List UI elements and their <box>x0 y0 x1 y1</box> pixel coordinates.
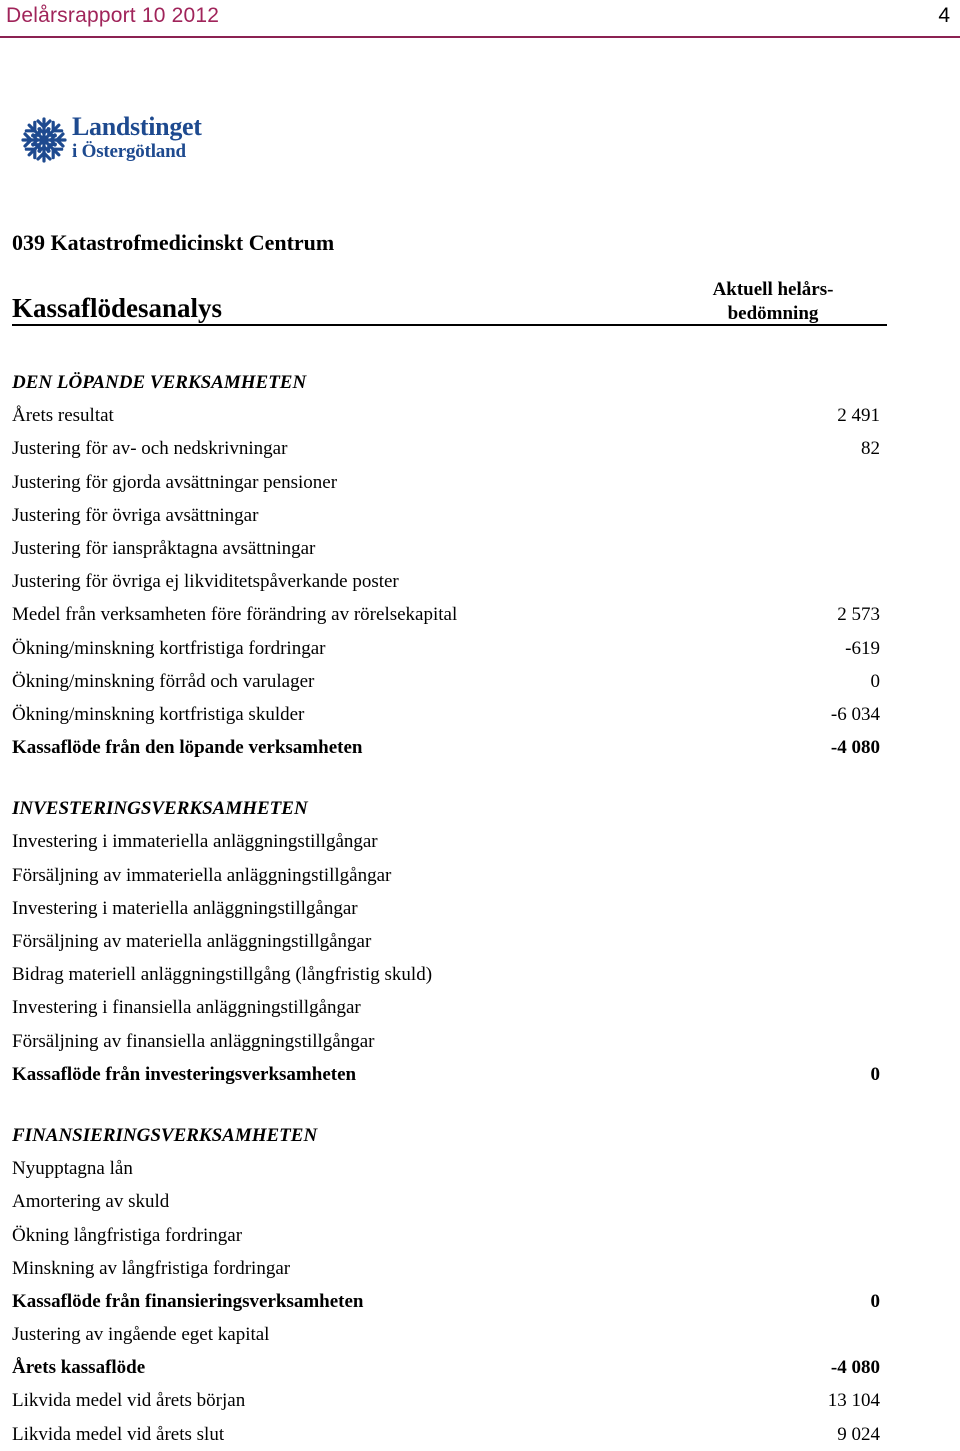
logo-line-2: i Östergötland <box>72 141 186 162</box>
table-row <box>12 632 880 665</box>
column-header-line-2: bedömning <box>727 303 819 324</box>
table-row <box>12 532 880 565</box>
row-label: Likvida medel vid årets början <box>12 1390 246 1412</box>
row-value: -4 080 <box>830 1357 880 1379</box>
logo-wordmark <box>72 114 202 161</box>
table-row <box>12 958 880 991</box>
table-row <box>12 598 880 631</box>
row-value: -6 034 <box>830 703 880 725</box>
row-label: Justering för ianspråktagna avsättningar <box>12 537 316 559</box>
row-label: Investering i finansiella anläggningstillgångar <box>12 997 361 1019</box>
table-row <box>12 859 880 892</box>
table-row <box>12 565 880 598</box>
section-spacer <box>12 764 880 792</box>
row-value: 0 <box>870 670 880 692</box>
row-label: Kassaflöde från finansieringsverksamheten <box>12 1290 364 1312</box>
total-row <box>12 1285 880 1318</box>
row-label: Likvida medel vid årets slut <box>12 1423 225 1445</box>
table-row <box>12 925 880 958</box>
page-number: 4 <box>938 4 950 27</box>
row-label: Försäljning av materiella anläggningstillgångar <box>12 931 372 952</box>
row-value: 0 <box>870 1290 880 1312</box>
row-label: Årets kassaflöde <box>12 1357 146 1379</box>
section-heading-label: DEN LÖPANDE VERKSAMHETEN <box>12 372 307 393</box>
section-heading <box>12 366 880 399</box>
row-label: Ökning långfristiga fordringar <box>12 1224 243 1246</box>
row-label: Amortering av skuld <box>12 1191 170 1213</box>
row-label: Justering för övriga avsättningar <box>12 504 259 526</box>
section-heading <box>12 1119 880 1152</box>
row-label: Kassaflöde från investeringsverksamheten <box>12 1063 357 1085</box>
table-row <box>12 1185 880 1218</box>
section-spacer <box>12 1091 880 1119</box>
row-label: Ökning/minskning kortfristiga skulder <box>12 703 305 725</box>
table-row <box>12 1318 880 1351</box>
report-title: Kassaflödesanalys <box>12 293 223 323</box>
snowflake-emblem-icon <box>20 114 68 166</box>
table-row <box>12 1219 880 1252</box>
table-row <box>12 466 880 499</box>
row-label: Justering av ingående eget kapital <box>12 1324 270 1346</box>
table-row <box>12 399 880 432</box>
landstinget-logo <box>20 114 220 168</box>
row-label: Justering för övriga ej likviditetspåverkande poster <box>12 571 399 593</box>
row-label: Kassaflöde från den löpande verksamheten <box>12 737 363 759</box>
column-header-line-1: Aktuell helårs- <box>712 279 834 300</box>
row-label: Investering i materiella anläggningstillgångar <box>12 897 358 919</box>
row-value: 82 <box>861 438 880 460</box>
table-row <box>12 991 880 1024</box>
row-value: 13 104 <box>827 1390 880 1412</box>
table-row <box>12 432 880 465</box>
table-row <box>12 892 880 925</box>
page-header <box>0 0 960 38</box>
table-row <box>12 1025 880 1058</box>
row-value: 2 491 <box>837 405 880 427</box>
row-label: Nyupptagna lån <box>12 1158 133 1180</box>
section-heading-label: INVESTERINGSVERKSAMHETEN <box>12 798 308 820</box>
section-heading-label: FINANSIERINGSVERKSAMHETEN <box>12 1124 318 1146</box>
row-label: Investering i immateriella anläggningstillgångar <box>12 831 378 853</box>
report-header-title: Delårsrapport 10 2012 <box>6 4 220 27</box>
cashflow-table <box>12 366 880 1451</box>
row-label: Ökning/minskning kortfristiga fordringar <box>12 637 326 659</box>
total-row <box>12 1058 880 1091</box>
row-label: Försäljning av immateriella anläggningstillgångar <box>12 864 392 886</box>
row-label: Medel från verksamheten före förändring av rörelsekapital <box>12 604 458 626</box>
row-label: Ökning/minskning förråd och varulager <box>12 670 315 692</box>
row-label: Minskning av långfristiga fordringar <box>12 1257 291 1279</box>
logo-line-1: Landstinget <box>72 112 202 141</box>
row-label: Justering för gjorda avsättningar pensioner <box>12 471 338 493</box>
table-row <box>12 825 880 858</box>
total-row <box>12 1351 880 1384</box>
table-row <box>12 665 880 698</box>
column-header <box>688 278 858 326</box>
row-label: Bidrag materiell anläggningstillgång (långfristig skuld) <box>12 964 433 986</box>
section-heading <box>12 792 880 825</box>
row-value: -4 080 <box>830 737 880 759</box>
row-value: 2 573 <box>837 604 880 626</box>
title-rule <box>12 324 887 326</box>
row-value: 9 024 <box>837 1423 880 1445</box>
table-row <box>12 698 880 731</box>
table-row <box>12 1252 880 1285</box>
table-row <box>12 1384 880 1417</box>
row-value: 0 <box>870 1063 880 1085</box>
total-row <box>12 731 880 764</box>
table-row <box>12 1152 880 1185</box>
row-label: Försäljning av finansiella anläggningstillgångar <box>12 1030 375 1052</box>
table-row <box>12 499 880 532</box>
row-label: Årets resultat <box>12 405 114 427</box>
unit-title: 039 Katastrofmedicinskt Centrum <box>12 230 335 255</box>
row-label: Justering för av- och nedskrivningar <box>12 438 288 460</box>
row-value: -619 <box>845 637 880 659</box>
